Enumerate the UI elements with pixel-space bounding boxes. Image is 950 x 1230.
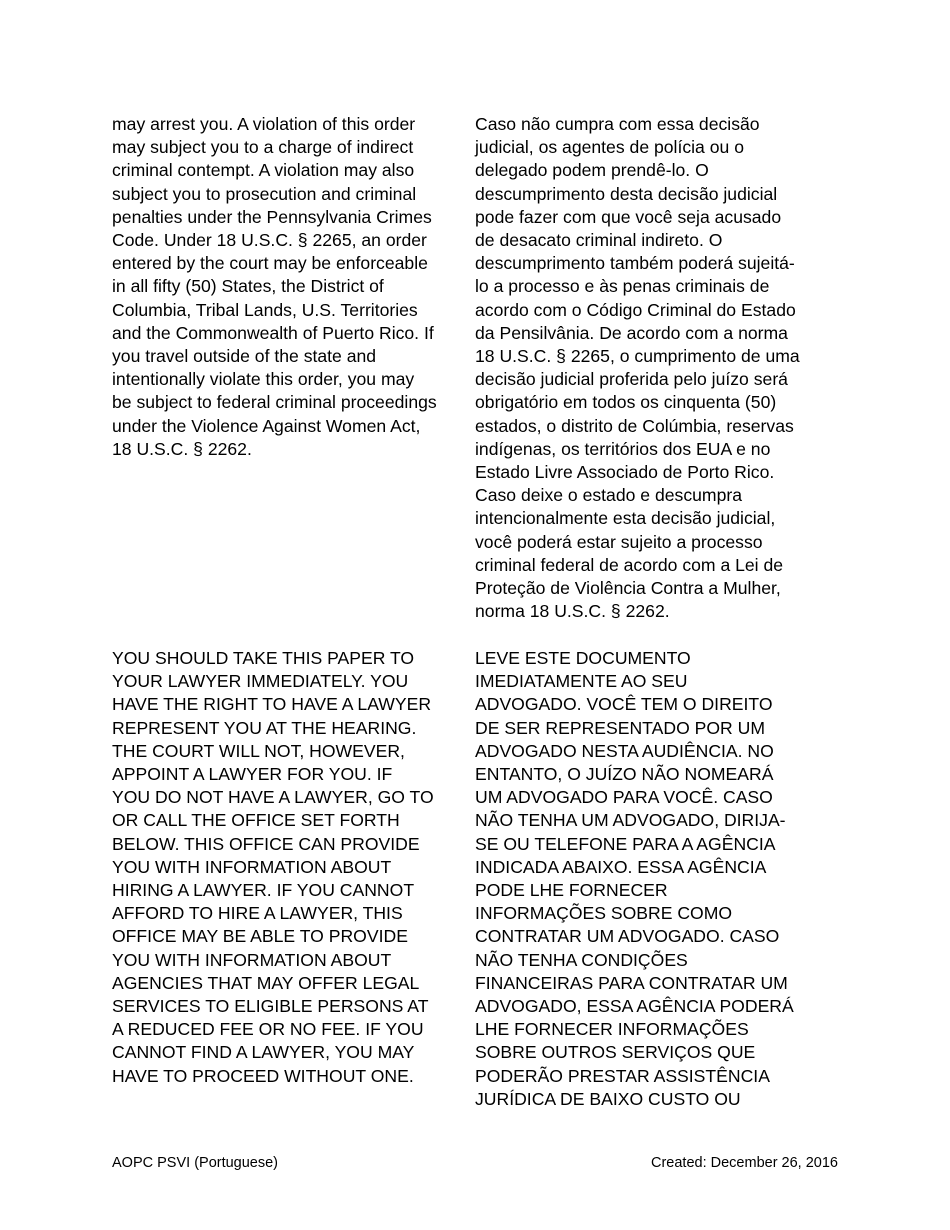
footer-created-date: Created: December 26, 2016 (651, 1155, 838, 1171)
portuguese-paragraph-lawyer: LEVE ESTE DOCUMENTO IMEDIATAMENTE AO SEU ADVOGADO. VOCÊ TEM O DIREITO DE SER REPRESENTADO POR UM ADVOGADO NESTA AUDIÊNCIA. NO ENTANTO, O JUÍZO NÃO NOMEARÁ UM ADVOGADO PARA VOCÊ. CASO NÃO TENHA UM ADVOGADO, DIRIJA- SE OU TELEFONE PARA A AGÊNCIA INDICADA ABAIXO. ESSA AGÊNCIA PODE LHE FORNECER INFORMAÇÕES SOBRE COMO CONTRATAR UM ADVOGADO. CASO NÃO TENHA CONDIÇÕES FINANCEIRAS PARA CONTRATAR UM ADVOGADO, ESSA AGÊNCIA PODERÁ LHE FORNECER INFORMAÇÕES SOBRE OUTROS SERVIÇOS QUE PODERÃO PRESTAR ASSISTÊNCIA JURÍDICA DE BAIXO CUSTO OU (475, 648, 794, 1109)
english-paragraph-lawyer: YOU SHOULD TAKE THIS PAPER TO YOUR LAWYER IMMEDIATELY. YOU HAVE THE RIGHT TO HAVE A LAWYER REPRESENT YOU AT THE HEARING. THE COURT WILL NOT, HOWEVER, APPOINT A LAWYER FOR YOU. IF YOU DO NOT HAVE A LAWYER, GO TO OR CALL THE OFFICE SET FORTH BELOW. THIS OFFICE CAN PROVIDE YOU WITH INFORMATION ABOUT HIRING A LAWYER. IF YOU CANNOT AFFORD TO HIRE A LAWYER, THIS OFFICE MAY BE ABLE TO PROVIDE YOU WITH INFORMATION ABOUT AGENCIES THAT MAY OFFER LEGAL SERVICES TO ELIGIBLE PERSONS AT A REDUCED FEE OR NO FEE. IF YOU CANNOT FIND A LAWYER, YOU MAY HAVE TO PROCEED WITHOUT ONE. (112, 648, 434, 1086)
english-paragraph-violation: may arrest you. A violation of this order may subject you to a charge of indirect criminal contempt. A violation may also subject you to prosecution and criminal penalties under the Pennsylvania Crimes Code. Under 18 U.S.C. § 2265, an order entered by the court may be enforceable in all fifty (50) States, the District of Columbia, Tribal Lands, U.S. Territories and the Commonwealth of Puerto Rico. If you travel outside of the state and intentionally violate this order, you may be subject to federal criminal proceedings under the Violence Against Women Act, 18 U.S.C. § 2262. (112, 114, 437, 459)
footer-form-id: AOPC PSVI (Portuguese) (112, 1155, 279, 1171)
portuguese-paragraph-violation: Caso não cumpra com essa decisão judicial, os agentes de polícia ou o delegado podem prendê-lo. O descumprimento desta decisão judicial pode fazer com que você seja acusado de desacato criminal indireto. O descumprimento também poderá sujeitá- lo a processo e às penas criminais de acordo com o Código Criminal do Estado da Pensilvânia. De acordo com a norma 18 U.S.C. § 2265, o cumprimento de uma decisão judicial proferida pelo juízo será obrigatório em todos os cinquenta (50) estados, o distrito de Colúmbia, reservas indígenas, os territórios dos EUA e no Estado Livre Associado de Porto Rico. Caso deixe o estado e descumpra intencionalmente esta decisão judicial, você poderá estar sujeito a processo criminal federal de acordo com a Lei de Proteção de Violência Contra a Mulher, norma 18 U.S.C. § 2262. (475, 114, 800, 622)
